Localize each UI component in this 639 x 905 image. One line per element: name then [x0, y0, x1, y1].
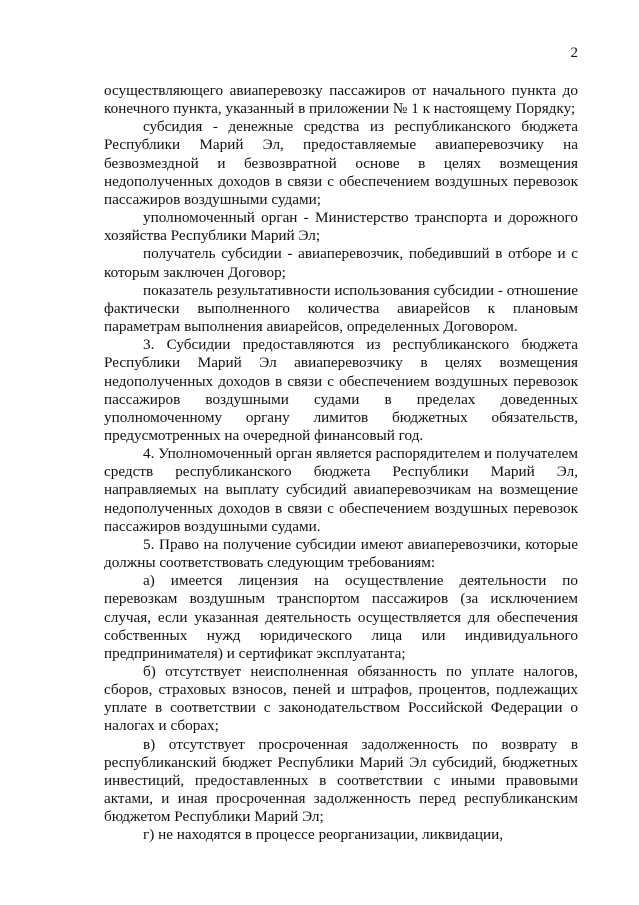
paragraph-definition-recipient: получатель субсидии - авиаперевозчик, победивший в отборе и с которым заключен Договор; [104, 245, 578, 281]
paragraph-requirement-v: в) отсутствует просроченная задолженность по возврату в республиканский бюджет Республики Марий Эл субсидий, бюджетных инвестиций, предоставленных в соответствии с иными правовыми актами, и иная просроченная задолженность перед республиканским бюджетом Республики Марий Эл; [104, 735, 578, 826]
document-body [104, 82, 578, 845]
paragraph-definition-authorized-body: уполномоченный орган - Министерство транспорта и дорожного хозяйства Республики Марий Эл; [104, 209, 578, 245]
paragraph-clause-5: 5. Право на получение субсидии имеют авиаперевозчики, которые должны соответствовать следующим требованиям: [104, 535, 578, 572]
paragraph-requirement-b: б) отсутствует неисполненная обязанность по уплате налогов, сборов, страховых взносов, пеней и штрафов, процентов, подлежащих уплате в соответствии с законодательством Российской Федерации о налогах и сборах; [104, 663, 578, 735]
paragraph-definition-route: осуществляющего авиаперевозку пассажиров от начального пункта до конечного пункта, указанный в приложении № 1 к настоящему Порядку; [104, 82, 578, 118]
paragraph-requirement-a: а) имеется лицензия на осуществление деятельности по перевозкам воздушным транспортом пассажиров (за исключением случая, если указанная деятельность осуществляется для обеспечения собственных нужд юридического лица или индивидуального предпринимателя) и сертификат эксплуатанта; [104, 572, 578, 662]
paragraph-clause-3: 3. Субсидии предоставляются из республиканского бюджета Республики Марий Эл авиаперевозчику в целях возмещения недополученных доходов в связи с обеспечением воздушных перевозок пассажиров воздушными судами в пределах доведенных уполномоченному органу лимитов бюджетных обязательств, предусмотренных на очередной финансовый год. [104, 336, 578, 444]
paragraph-clause-4: 4. Уполномоченный орган является распорядителем и получателем средств республиканского бюджета Республики Марий Эл, направляемых на выплату субсидий авиаперевозчикам на возмещение недополученных доходов в связи с обеспечением воздушных перевозок пассажиров воздушными судами. [104, 445, 578, 535]
paragraph-definition-subsidy: субсидия - денежные средства из республиканского бюджета Республики Марий Эл, предоставляемые авиаперевозчику на безвозмездной и безвозвратной основе в целях возмещения недополученных доходов в связи с обеспечением воздушных перевозок пассажиров воздушными судами; [104, 118, 578, 208]
page-number: 2 [570, 45, 578, 61]
paragraph-definition-indicator: показатель результативности использования субсидии - отношение фактически выполненного количества авиарейсов к плановым параметрам выполнения авиарейсов, определенных Договором. [104, 281, 578, 336]
paragraph-requirement-g: г) не находятся в процессе реорганизации, ликвидации, [143, 826, 504, 844]
